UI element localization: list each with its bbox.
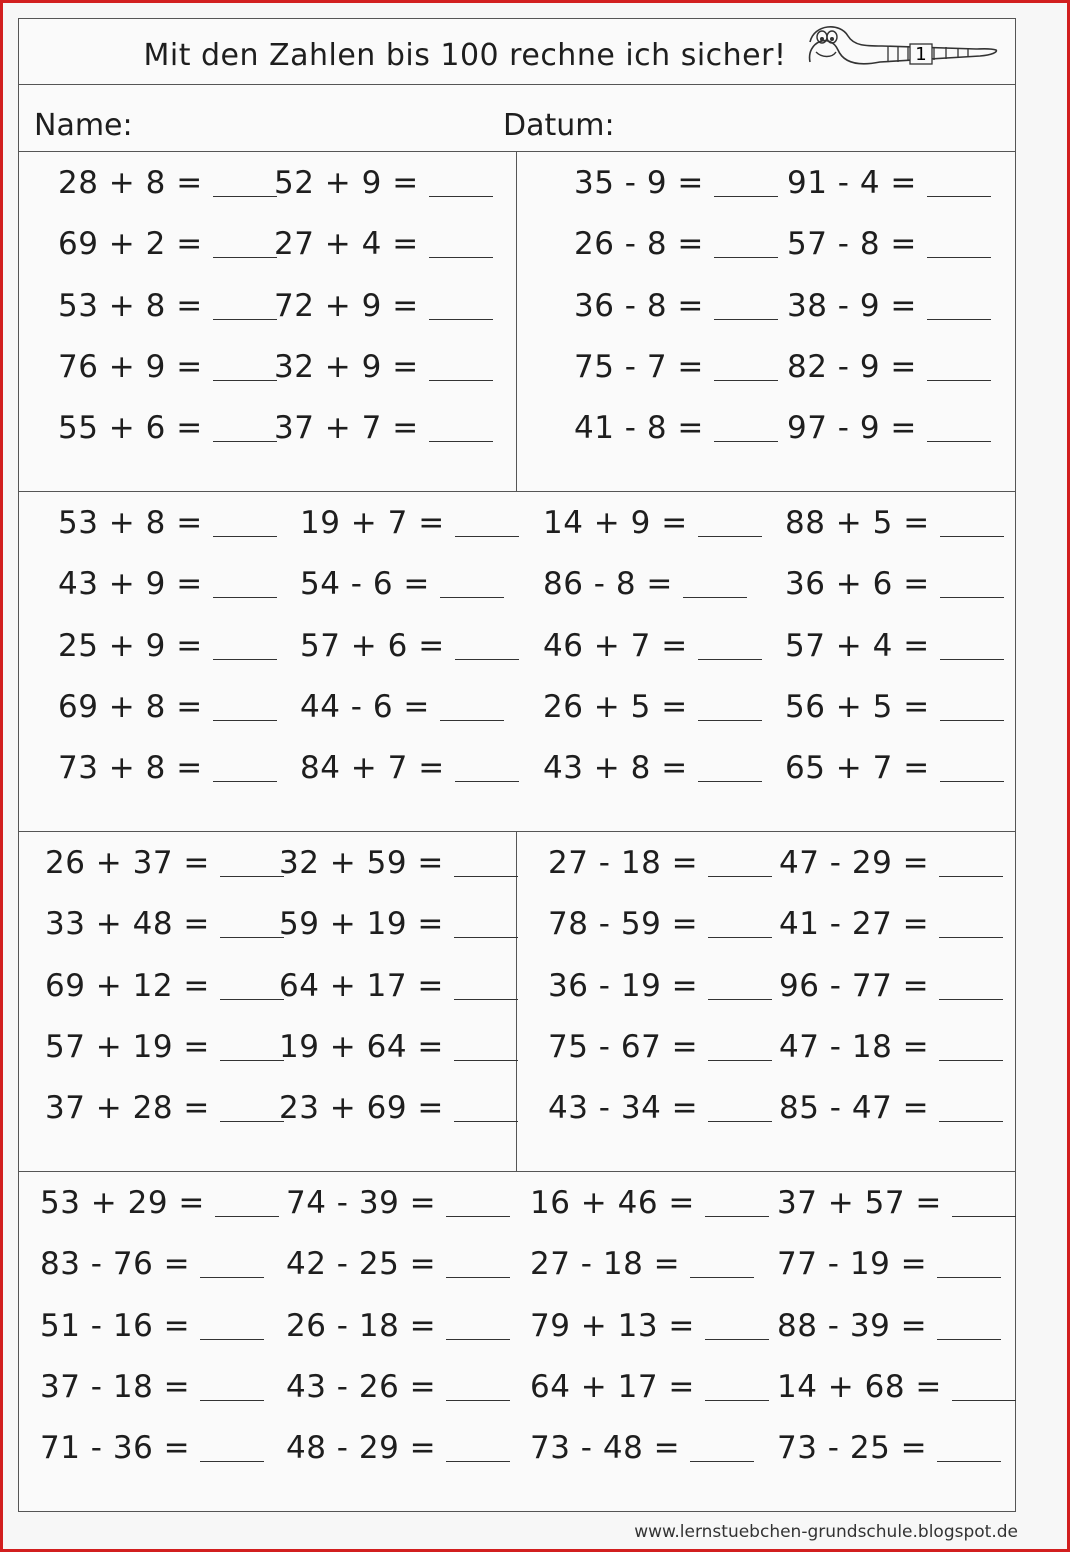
answer-blank[interactable] (940, 597, 1004, 598)
answer-blank[interactable] (429, 380, 493, 381)
worm-badge-number: 1 (915, 44, 927, 65)
task-expression: 91 - 4 = (787, 165, 917, 201)
answer-blank[interactable] (698, 781, 762, 782)
math-task (548, 906, 772, 942)
math-task (279, 1090, 518, 1126)
task-expression: 26 + 5 = (543, 688, 688, 725)
math-task (286, 1185, 510, 1221)
answer-blank[interactable] (937, 1339, 1001, 1340)
task-expression: 41 - 27 = (779, 906, 930, 943)
answer-blank[interactable] (454, 876, 518, 877)
answer-blank[interactable] (213, 319, 277, 320)
math-task (300, 566, 504, 602)
task-expression: 32 + 9 = (274, 348, 419, 385)
task-expression: 26 - 8 = (574, 226, 704, 263)
answer-blank[interactable] (940, 720, 1004, 721)
task-expression: 37 + 7 = (274, 410, 419, 447)
math-task (785, 505, 1004, 541)
math-task (58, 628, 277, 664)
answer-blank[interactable] (446, 1400, 510, 1401)
answer-blank[interactable] (940, 536, 1004, 537)
answer-blank[interactable] (454, 1060, 518, 1061)
task-expression: 14 + 9 = (543, 505, 688, 541)
math-task (779, 1090, 1003, 1126)
task-expression: 33 + 48 = (45, 906, 210, 943)
answer-blank[interactable] (952, 1216, 1016, 1217)
task-expression: 86 - 8 = (543, 566, 673, 603)
task-expression: 85 - 47 = (779, 1090, 930, 1127)
answer-blank[interactable] (927, 380, 991, 381)
task-expression: 51 - 16 = (40, 1307, 191, 1344)
answer-blank[interactable] (213, 597, 277, 598)
task-expression: 32 + 59 = (279, 845, 444, 881)
math-task (530, 1308, 769, 1344)
math-task (274, 165, 493, 201)
task-expression: 55 + 6 = (58, 410, 203, 447)
task-expression: 26 + 37 = (45, 845, 210, 881)
math-task (274, 288, 493, 324)
worm-mascot-icon (800, 22, 1000, 82)
task-expression: 75 - 7 = (574, 348, 704, 385)
task-expression: 43 - 34 = (548, 1090, 699, 1127)
task-expression: 96 - 77 = (779, 967, 930, 1004)
math-task (779, 1029, 1003, 1065)
answer-blank[interactable] (940, 659, 1004, 660)
math-task (777, 1308, 1001, 1344)
task-expression: 46 + 7 = (543, 627, 688, 664)
answer-blank[interactable] (939, 1121, 1003, 1122)
answer-blank[interactable] (213, 536, 277, 537)
task-expression: 73 - 25 = (777, 1430, 928, 1467)
answer-blank[interactable] (220, 876, 284, 877)
answer-blank[interactable] (698, 659, 762, 660)
task-expression: 75 - 67 = (548, 1028, 699, 1065)
task-expression: 76 + 9 = (58, 348, 203, 385)
math-task (58, 750, 277, 786)
footer-url: www.lernstuebchen-grundschule.blogspot.de (634, 1522, 1018, 1542)
task-expression: 36 - 8 = (574, 287, 704, 324)
math-task (274, 349, 493, 385)
task-expression: 57 + 4 = (785, 627, 930, 664)
math-task (779, 968, 1003, 1004)
answer-blank[interactable] (937, 1461, 1001, 1462)
task-expression: 36 - 19 = (548, 967, 699, 1004)
task-expression: 26 - 18 = (286, 1307, 437, 1344)
answer-blank[interactable] (213, 196, 277, 197)
math-task (45, 845, 284, 881)
math-task (40, 1369, 264, 1405)
answer-blank[interactable] (705, 1216, 769, 1217)
task-expression: 36 + 6 = (785, 566, 930, 603)
task-expression: 35 - 9 = (574, 165, 704, 201)
task-expression: 53 + 8 = (58, 287, 203, 324)
math-task (574, 288, 778, 324)
answer-blank[interactable] (714, 196, 778, 197)
answer-blank[interactable] (939, 876, 1003, 877)
answer-blank[interactable] (705, 1400, 769, 1401)
answer-blank[interactable] (455, 659, 519, 660)
page-title: Mit den Zahlen bis 100 rechne ich sicher! (143, 38, 787, 73)
math-task (543, 750, 762, 786)
math-task (58, 165, 277, 201)
answer-blank[interactable] (213, 720, 277, 721)
name-label: Name: (34, 108, 133, 143)
block-divider-3 (18, 1171, 1016, 1172)
answer-blank[interactable] (952, 1400, 1016, 1401)
math-task (45, 1029, 284, 1065)
task-expression: 69 + 12 = (45, 967, 210, 1004)
math-task (530, 1430, 754, 1466)
task-expression: 41 - 8 = (574, 410, 704, 447)
math-task (574, 226, 778, 262)
answer-blank[interactable] (454, 937, 518, 938)
answer-blank[interactable] (708, 1121, 772, 1122)
math-task (785, 689, 1004, 725)
task-expression: 59 + 19 = (279, 906, 444, 943)
math-task (543, 689, 762, 725)
task-expression: 19 + 7 = (300, 505, 445, 541)
math-task (286, 1308, 510, 1344)
math-task (787, 288, 991, 324)
math-task (279, 1029, 518, 1065)
task-expression: 64 + 17 = (279, 967, 444, 1004)
task-expression: 37 - 18 = (40, 1368, 191, 1405)
answer-blank[interactable] (213, 659, 277, 660)
math-task (279, 845, 518, 881)
task-expression: 47 - 29 = (779, 845, 930, 881)
block-1-column-divider (516, 151, 517, 491)
task-expression: 37 + 57 = (777, 1185, 942, 1221)
math-task (785, 628, 1004, 664)
block-divider-2 (18, 831, 1016, 832)
math-task (548, 1090, 772, 1126)
answer-blank[interactable] (429, 196, 493, 197)
name-row-divider (18, 151, 1016, 152)
answer-blank[interactable] (714, 441, 778, 442)
answer-blank[interactable] (690, 1277, 754, 1278)
math-task (779, 845, 1003, 881)
task-expression: 64 + 17 = (530, 1368, 695, 1405)
task-expression: 69 + 2 = (58, 226, 203, 263)
task-expression: 78 - 59 = (548, 906, 699, 943)
answer-blank[interactable] (429, 441, 493, 442)
answer-blank[interactable] (446, 1216, 510, 1217)
task-expression: 73 + 8 = (58, 750, 203, 787)
task-expression: 82 - 9 = (787, 348, 917, 385)
math-task (300, 750, 519, 786)
math-task (543, 505, 762, 541)
math-task (530, 1246, 754, 1282)
math-task (777, 1369, 1016, 1405)
task-expression: 83 - 76 = (40, 1246, 191, 1283)
answer-blank[interactable] (698, 536, 762, 537)
math-task (58, 349, 277, 385)
answer-blank[interactable] (213, 380, 277, 381)
task-expression: 44 - 6 = (300, 688, 430, 725)
answer-blank[interactable] (927, 196, 991, 197)
math-task (777, 1246, 1001, 1282)
math-task (785, 566, 1004, 602)
math-task (45, 906, 284, 942)
math-task (785, 750, 1004, 786)
answer-blank[interactable] (446, 1461, 510, 1462)
answer-blank[interactable] (705, 1339, 769, 1340)
task-expression: 48 - 29 = (286, 1430, 437, 1467)
header-divider (18, 84, 1016, 85)
task-expression: 27 - 18 = (530, 1246, 681, 1283)
answer-blank[interactable] (939, 999, 1003, 1000)
answer-blank[interactable] (213, 441, 277, 442)
math-task (300, 689, 504, 725)
task-expression: 27 - 18 = (548, 845, 699, 881)
answer-blank[interactable] (927, 319, 991, 320)
math-task (286, 1430, 510, 1466)
task-expression: 14 + 68 = (777, 1368, 942, 1405)
math-task (274, 410, 493, 446)
task-expression: 57 + 19 = (45, 1028, 210, 1065)
task-expression: 71 - 36 = (40, 1430, 191, 1467)
math-task (40, 1246, 264, 1282)
task-expression: 42 - 25 = (286, 1246, 437, 1283)
math-task (787, 165, 991, 201)
answer-blank[interactable] (220, 999, 284, 1000)
task-expression: 84 + 7 = (300, 750, 445, 787)
task-expression: 79 + 13 = (530, 1307, 695, 1344)
math-task (543, 628, 762, 664)
task-expression: 77 - 19 = (777, 1246, 928, 1283)
answer-blank[interactable] (446, 1277, 510, 1278)
math-task (279, 968, 518, 1004)
block-divider-1 (18, 491, 1016, 492)
answer-blank[interactable] (708, 876, 772, 877)
task-expression: 38 - 9 = (787, 287, 917, 324)
math-task (777, 1430, 1001, 1466)
answer-blank[interactable] (708, 999, 772, 1000)
math-task (574, 165, 778, 201)
answer-blank[interactable] (683, 597, 747, 598)
answer-blank[interactable] (200, 1461, 264, 1462)
answer-blank[interactable] (200, 1277, 264, 1278)
task-expression: 97 - 9 = (787, 410, 917, 447)
task-expression: 37 + 28 = (45, 1090, 210, 1127)
math-task (530, 1369, 769, 1405)
math-task (274, 226, 493, 262)
math-task (45, 1090, 284, 1126)
answer-blank[interactable] (440, 597, 504, 598)
date-label: Datum: (503, 108, 615, 143)
task-expression: 73 - 48 = (530, 1430, 681, 1467)
answer-blank[interactable] (429, 319, 493, 320)
task-expression: 69 + 8 = (58, 688, 203, 725)
math-task (779, 906, 1003, 942)
answer-blank[interactable] (220, 937, 284, 938)
answer-blank[interactable] (446, 1339, 510, 1340)
task-expression: 53 + 8 = (58, 505, 203, 541)
task-expression: 74 - 39 = (286, 1185, 437, 1221)
task-expression: 57 - 8 = (787, 226, 917, 263)
task-expression: 16 + 46 = (530, 1185, 695, 1221)
math-task (300, 628, 519, 664)
math-task (300, 505, 519, 541)
math-task (574, 349, 778, 385)
answer-blank[interactable] (454, 1121, 518, 1122)
answer-blank[interactable] (940, 781, 1004, 782)
answer-blank[interactable] (714, 319, 778, 320)
math-task (286, 1246, 510, 1282)
math-task (279, 906, 518, 942)
task-expression: 53 + 29 = (40, 1185, 205, 1221)
answer-blank[interactable] (939, 937, 1003, 938)
answer-blank[interactable] (429, 257, 493, 258)
task-expression: 43 + 8 = (543, 750, 688, 787)
task-expression: 57 + 6 = (300, 627, 445, 664)
answer-blank[interactable] (440, 720, 504, 721)
task-expression: 54 - 6 = (300, 566, 430, 603)
answer-blank[interactable] (215, 1216, 279, 1217)
answer-blank[interactable] (200, 1339, 264, 1340)
task-expression: 43 + 9 = (58, 566, 203, 603)
task-expression: 19 + 64 = (279, 1028, 444, 1065)
answer-blank[interactable] (698, 720, 762, 721)
math-task (58, 566, 277, 602)
answer-blank[interactable] (939, 1060, 1003, 1061)
math-task (543, 566, 747, 602)
task-expression: 47 - 18 = (779, 1028, 930, 1065)
answer-blank[interactable] (927, 257, 991, 258)
answer-blank[interactable] (708, 1060, 772, 1061)
task-expression: 52 + 9 = (274, 165, 419, 201)
answer-blank[interactable] (213, 257, 277, 258)
answer-blank[interactable] (708, 937, 772, 938)
math-task (45, 968, 284, 1004)
task-expression: 56 + 5 = (785, 688, 930, 725)
answer-blank[interactable] (213, 781, 277, 782)
math-task (787, 226, 991, 262)
task-expression: 65 + 7 = (785, 750, 930, 787)
math-task (58, 288, 277, 324)
math-task (548, 1029, 772, 1065)
answer-blank[interactable] (690, 1461, 754, 1462)
math-task (58, 505, 277, 541)
math-task (574, 410, 778, 446)
math-task (58, 689, 277, 725)
math-task (787, 349, 991, 385)
answer-blank[interactable] (454, 999, 518, 1000)
answer-blank[interactable] (220, 1121, 284, 1122)
answer-blank[interactable] (455, 781, 519, 782)
math-task (58, 410, 277, 446)
math-task (286, 1369, 510, 1405)
task-expression: 88 - 39 = (777, 1307, 928, 1344)
math-task (548, 968, 772, 1004)
math-task (40, 1430, 264, 1466)
task-expression: 43 - 26 = (286, 1368, 437, 1405)
math-task (787, 410, 991, 446)
math-task (548, 845, 772, 881)
answer-blank[interactable] (220, 1060, 284, 1061)
math-task (58, 226, 277, 262)
math-task (777, 1185, 1016, 1221)
answer-blank[interactable] (200, 1400, 264, 1401)
answer-blank[interactable] (927, 441, 991, 442)
math-task (40, 1308, 264, 1344)
answer-blank[interactable] (455, 536, 519, 537)
task-expression: 23 + 69 = (279, 1090, 444, 1127)
answer-blank[interactable] (714, 380, 778, 381)
task-expression: 27 + 4 = (274, 226, 419, 263)
answer-blank[interactable] (714, 257, 778, 258)
task-expression: 72 + 9 = (274, 287, 419, 324)
math-task (40, 1185, 279, 1221)
task-expression: 28 + 8 = (58, 165, 203, 201)
task-expression: 25 + 9 = (58, 627, 203, 664)
answer-blank[interactable] (937, 1277, 1001, 1278)
math-task (530, 1185, 769, 1221)
task-expression: 88 + 5 = (785, 505, 930, 541)
